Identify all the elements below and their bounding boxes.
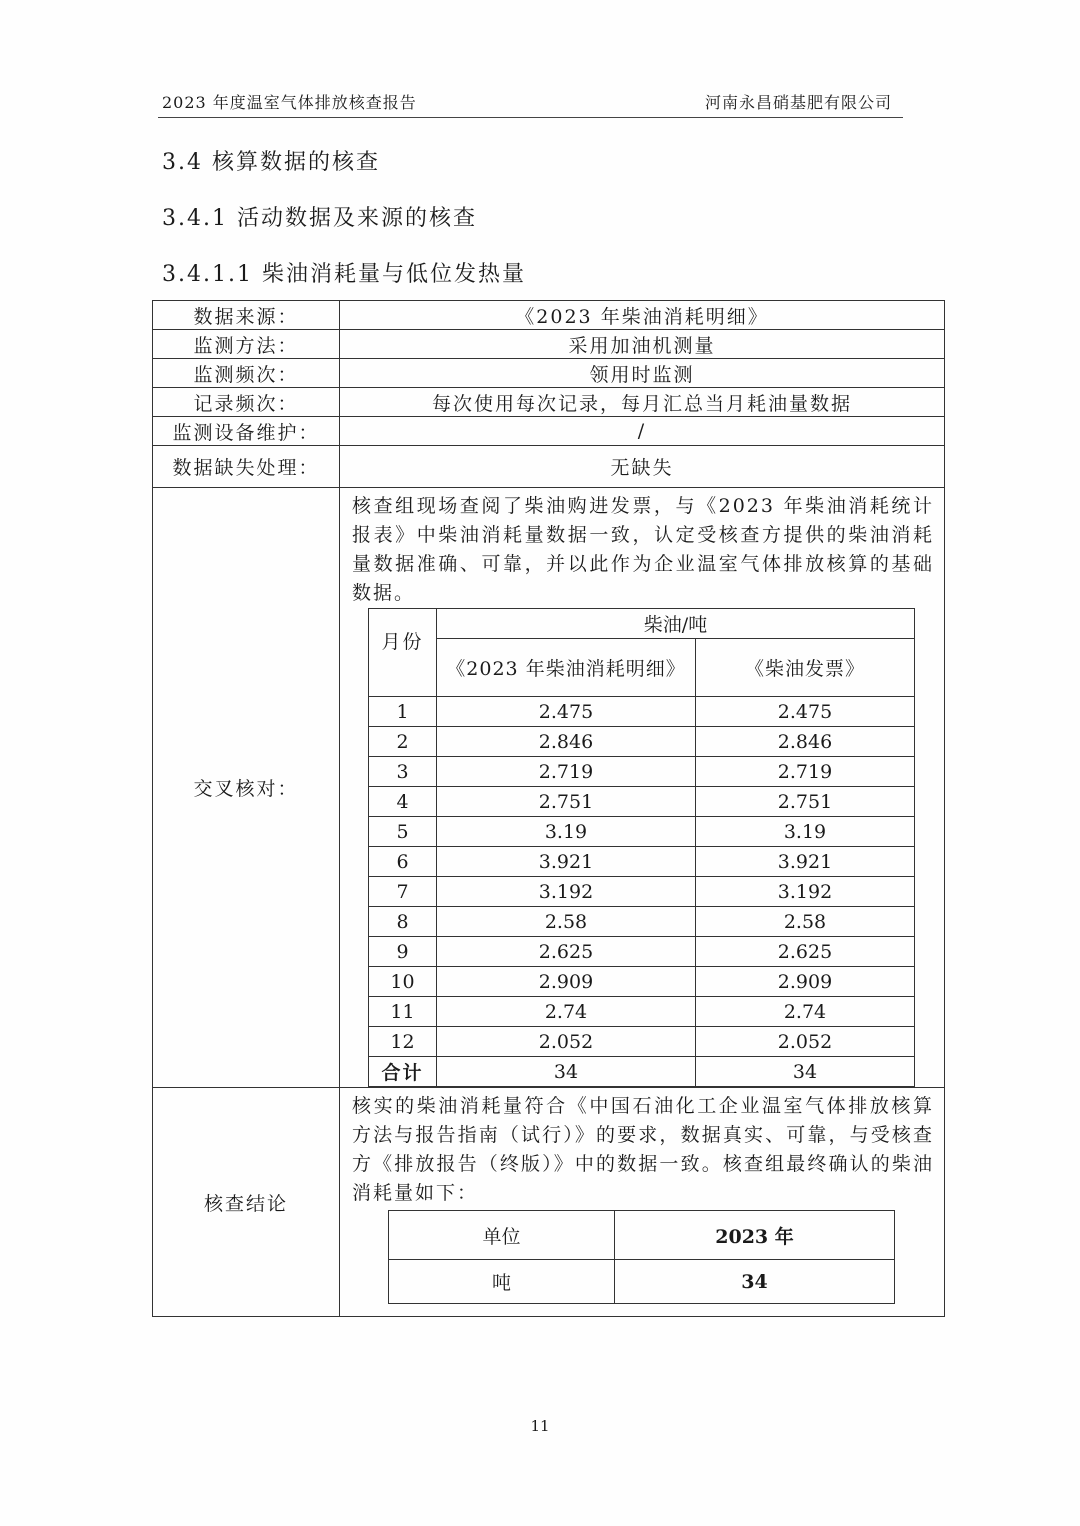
invoice-value-cell: 2.475	[696, 697, 915, 727]
month-cell: 6	[369, 847, 437, 877]
detail-value-cell: 2.846	[437, 727, 696, 757]
month-cell: 12	[369, 1027, 437, 1057]
detail-value-cell: 2.052	[437, 1027, 696, 1057]
heading-3-4: 3.4 核算数据的核查	[162, 150, 380, 175]
summary-value-row	[389, 1260, 895, 1304]
inner-header-row	[369, 609, 915, 639]
conclusion-summary-table	[388, 1210, 895, 1304]
row-data-source	[153, 301, 945, 330]
detail-value-cell: 3.192	[437, 877, 696, 907]
conclusion-text: 核实的柴油消耗量符合《中国石油化工企业温室气体排放核算方法与报告指南（试行）》的要求，数据真实、可靠，与受核查方《排放报告（终版）》中的数据一致。核查组最终确认的柴油消耗量如下：	[352, 1095, 934, 1204]
table-row	[369, 997, 915, 1027]
detail-value-cell: 3.19	[437, 817, 696, 847]
month-cell: 7	[369, 877, 437, 907]
unit-value: 吨	[389, 1260, 615, 1304]
detail-value-cell: 2.719	[437, 757, 696, 787]
month-header: 月份	[369, 609, 437, 697]
row-label: 监测设备维护：	[153, 417, 340, 446]
row-label: 数据缺失处理：	[153, 446, 340, 488]
row-value: 采用加油机测量	[340, 330, 945, 359]
table-row	[369, 727, 915, 757]
row-monitoring-frequency	[153, 359, 945, 388]
invoice-value-cell: 3.921	[696, 847, 915, 877]
unit-header: 单位	[389, 1211, 615, 1260]
conclusion-label: 核查结论	[153, 1088, 340, 1317]
total-row	[369, 1057, 915, 1087]
invoice-value-cell: 2.58	[696, 907, 915, 937]
invoice-column-header: 《柴油发票》	[696, 639, 915, 697]
detail-value-cell: 2.625	[437, 937, 696, 967]
invoice-value-cell: 2.846	[696, 727, 915, 757]
cross-check-text: 核查组现场查阅了柴油购进发票，与《2023 年柴油消耗统计报表》中柴油消耗量数据一致，认定受核查方提供的柴油消耗量数据准确、可靠，并以此作为企业温室气体排放核算的基础数据。	[352, 495, 934, 604]
table-row	[369, 847, 915, 877]
row-cross-check	[153, 488, 945, 1088]
total-detail: 34	[437, 1057, 696, 1087]
invoice-value-cell: 2.052	[696, 1027, 915, 1057]
table-row	[369, 757, 915, 787]
detail-value-cell: 2.74	[437, 997, 696, 1027]
month-cell: 10	[369, 967, 437, 997]
header-divider	[158, 117, 903, 118]
row-conclusion	[153, 1088, 945, 1317]
detail-value-cell: 2.909	[437, 967, 696, 997]
month-cell: 2	[369, 727, 437, 757]
row-recording-frequency	[153, 388, 945, 417]
table-row	[369, 1027, 915, 1057]
invoice-value-cell: 2.74	[696, 997, 915, 1027]
page-number: 11	[530, 1417, 550, 1435]
detail-value-cell: 3.921	[437, 847, 696, 877]
month-cell: 3	[369, 757, 437, 787]
row-value: 无缺失	[340, 446, 945, 488]
header-company-name: 河南永昌硝基肥有限公司	[705, 93, 893, 112]
detail-column-header: 《2023 年柴油消耗明细》	[437, 639, 696, 697]
row-monitoring-method	[153, 330, 945, 359]
row-equipment-maintenance	[153, 417, 945, 446]
invoice-value-cell: 2.751	[696, 787, 915, 817]
summary-header-row	[389, 1211, 895, 1260]
detail-value-cell: 2.58	[437, 907, 696, 937]
total-invoice: 34	[696, 1057, 915, 1087]
heading-3-4-1-1: 3.4.1.1 柴油消耗量与低位发热量	[162, 262, 526, 287]
table-row	[369, 907, 915, 937]
row-label: 监测方法：	[153, 330, 340, 359]
month-cell: 9	[369, 937, 437, 967]
table-row	[369, 787, 915, 817]
diesel-unit-header: 柴油/吨	[437, 609, 915, 639]
monthly-diesel-table	[368, 608, 915, 1087]
row-value: 每次使用每次记录，每月汇总当月耗油量数据	[340, 388, 945, 417]
month-cell: 1	[369, 697, 437, 727]
table-row	[369, 817, 915, 847]
detail-value-cell: 2.475	[437, 697, 696, 727]
row-label: 监测频次：	[153, 359, 340, 388]
invoice-value-cell: 3.19	[696, 817, 915, 847]
inner-subheader-row	[369, 639, 915, 697]
table-row	[369, 697, 915, 727]
row-value: 《2023 年柴油消耗明细》	[340, 301, 945, 330]
row-label: 数据来源：	[153, 301, 340, 330]
invoice-value-cell: 2.909	[696, 967, 915, 997]
row-label: 记录频次：	[153, 388, 340, 417]
invoice-value-cell: 3.192	[696, 877, 915, 907]
consumption-value: 34	[615, 1260, 895, 1304]
detail-value-cell: 2.751	[437, 787, 696, 817]
month-cell: 4	[369, 787, 437, 817]
invoice-value-cell: 2.625	[696, 937, 915, 967]
table-row	[369, 877, 915, 907]
row-value: 领用时监测	[340, 359, 945, 388]
month-cell: 5	[369, 817, 437, 847]
row-value: /	[340, 417, 945, 446]
table-row	[369, 937, 915, 967]
month-cell: 8	[369, 907, 437, 937]
row-missing-data	[153, 446, 945, 488]
table-row	[369, 967, 915, 997]
total-label: 合计	[369, 1057, 437, 1087]
cross-check-label: 交叉核对：	[153, 488, 340, 1088]
header-report-title: 2023 年度温室气体排放核查报告	[162, 93, 417, 112]
diesel-check-table	[152, 300, 945, 1317]
year-header: 2023 年	[615, 1211, 895, 1260]
heading-3-4-1: 3.4.1 活动数据及来源的核查	[162, 206, 477, 231]
invoice-value-cell: 2.719	[696, 757, 915, 787]
month-cell: 11	[369, 997, 437, 1027]
